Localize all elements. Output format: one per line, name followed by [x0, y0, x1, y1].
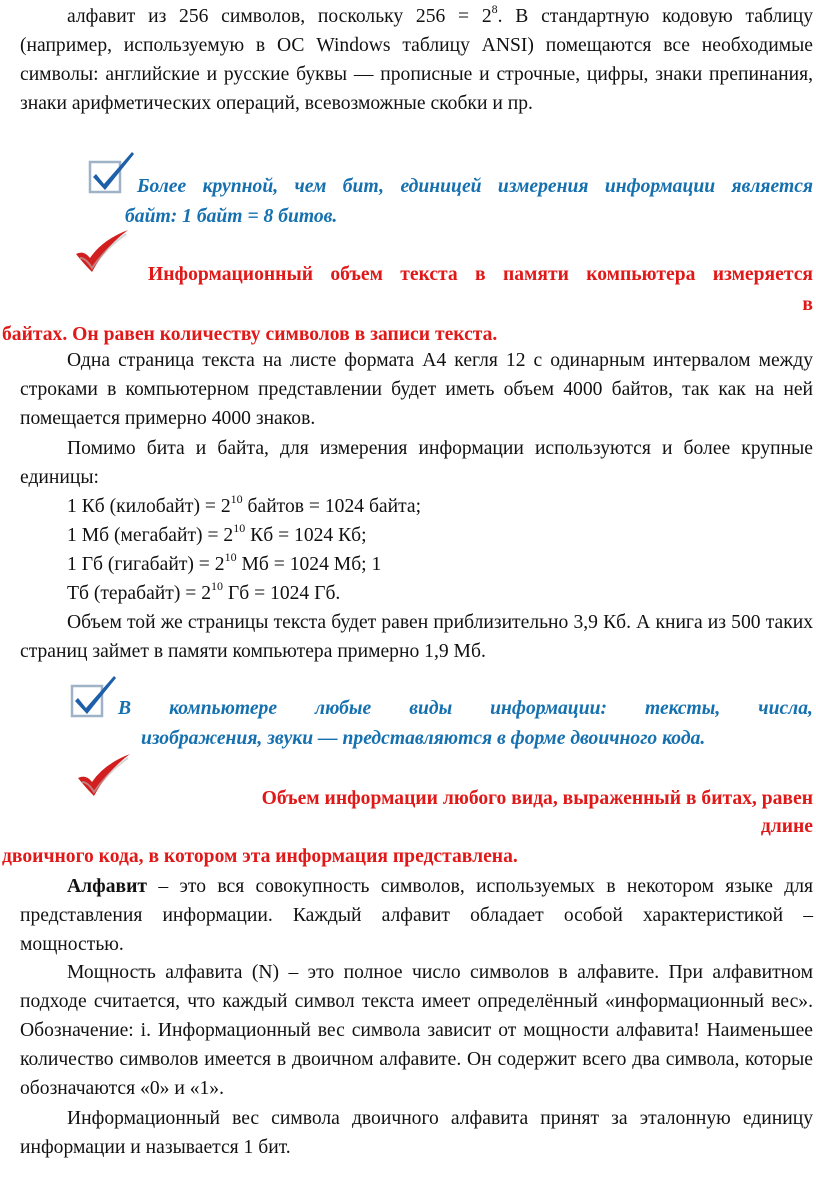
unit-terabyte: Тб (терабайт) = $2^{10}$ Гб = 1024 Гб. — [67, 579, 341, 604]
volume-callout-line-3: байтах. Он равен количеству символов в записи текста. — [2, 324, 498, 345]
byte-callout-line-1: Более крупной, чем бит, единицей измерения информации является — [137, 176, 813, 197]
larger-units-paragraph: Помимо бита и байта, для измерения информации используются и более крупные единицы: — [20, 438, 813, 488]
unit-gigabyte: 1 Гб (гигабайт) = $2^{10}$ Мб = 1024 Мб; 1 — [67, 550, 382, 575]
bit-paragraph: Информационный вес символа двоичного алфавита принят за эталонную единицу информации и называется 1 бит. — [20, 1108, 813, 1158]
intro-line-1: алфавит из 256 символов, поскольку $256 = 2^8$. В стандартную кодовую таблицу — [67, 2, 813, 27]
bits-callout — [2, 752, 813, 870]
intro-paragraph — [20, 2, 813, 118]
blue-checkbox-check-icon — [70, 674, 122, 720]
volume-callout-line-1: Информационный объем текста в памяти компьютера измеряется — [148, 264, 813, 285]
volume-callout — [2, 228, 813, 345]
alphabet-term: Алфавит — [67, 876, 147, 897]
unit-megabyte: 1 Мб (мегабайт) = $2^{10}$ Кб = 1024 Кб; — [67, 521, 367, 546]
alphabet-paragraph: Алфавит – это вся совокупность символов, используемых в некотором языке для представления информации. Каждый алфавит обладает особой характеристикой – мощностью. — [20, 876, 813, 955]
power-paragraph: Мощность алфавита (N) – это полное число символов в алфавите. При алфавитном подходе считается, что каждый символ текста имеет определённый «информационный вес». Обозначение: i. Информационный вес символа зависит от мощности алфавита! Наименьшее количество символов имеется в двоичном алфавите. Он содержит всего два символа, которые обозначаются «0» и «1». — [20, 962, 813, 1099]
binary-callout-line-1: В компьютере любые виды информации: тексты, числа, — [118, 698, 813, 719]
book-size-paragraph: Объем той же страницы текста будет равен приблизительно 3,9 Кб. А книга из 500 таких страниц займет в памяти компьютера примерно 1,9 Мб. — [20, 612, 813, 662]
bits-callout-line-3: двоичного кода, в котором эта информация представлена. — [2, 846, 518, 867]
red-checkmark-icon — [72, 228, 130, 276]
unit-kilobyte: 1 Кб (килобайт) = $2^{10}$ байтов = 1024 байта; — [67, 492, 422, 517]
units-list — [20, 492, 813, 608]
byte-callout-line-2: байт: 1 байт = 8 битов. — [125, 206, 338, 227]
a4-paragraph: Одна страница текста на листе формата А4 кегля 12 с одинарным интервалом между строками в компьютерном представлении будет иметь объем 4000 байтов, так как на ней помещается примерно 4000 знаков. — [20, 350, 813, 429]
intro-rest: (например, используемую в ОС Windows таблицу ANSI) помещаются все необходимые символы: английские и русские буквы — прописные и строчные, цифры, знаки препинания, знаки арифметических операций, всевозможные скобки и пр. — [20, 35, 813, 114]
bits-callout-line-1: Объем информации любого вида, выраженный в битах, равен — [261, 788, 813, 809]
byte-callout — [20, 146, 813, 228]
red-checkmark-icon — [74, 752, 132, 800]
bits-callout-line-2: длине — [760, 816, 813, 837]
binary-callout-line-2: изображения, звуки — представляются в форме двоичного кода. — [141, 728, 706, 749]
binary-callout — [20, 668, 813, 760]
blue-checkbox-check-icon — [88, 150, 140, 196]
volume-callout-line-2: в — [802, 294, 813, 315]
